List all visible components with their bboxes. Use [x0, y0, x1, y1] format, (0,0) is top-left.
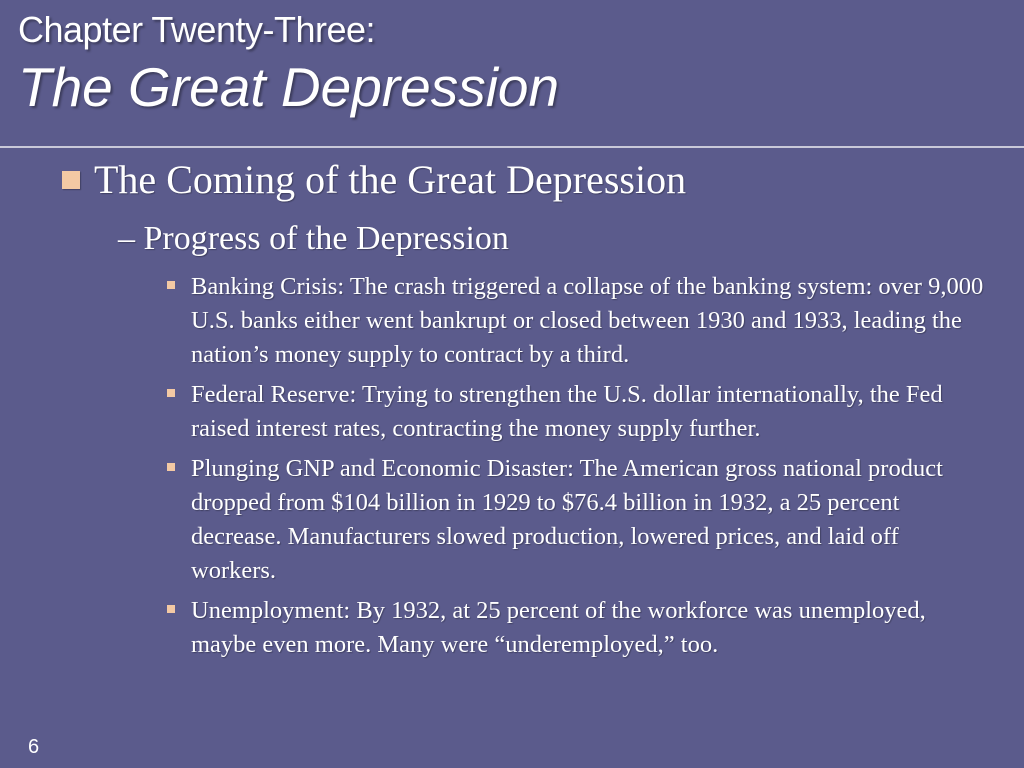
small-square-bullet-icon: [167, 389, 175, 397]
chapter-label: Chapter Twenty-Three:: [18, 9, 376, 50]
bullet-text: Banking Crisis: The crash triggered a collapse of the banking system: over 9,000 U.S. banks either went bankrupt or closed between 1930 and 1933, leading the nation’s money supply to contract by a third.: [191, 273, 984, 368]
title-block: [18, 8, 559, 118]
small-square-bullet-icon: [167, 281, 175, 289]
page-number: 6: [28, 736, 40, 758]
bullet-text: Unemployment: By 1932, at 25 percent of the workforce was unemployed, maybe even more. Many were “underemployed,” too.: [191, 597, 926, 658]
list-item: [165, 270, 985, 372]
square-bullet-icon: [62, 171, 80, 189]
list-item: [165, 378, 985, 446]
small-square-bullet-icon: [167, 605, 175, 613]
heading-text: The Coming of the Great Depression: [94, 157, 687, 202]
small-square-bullet-icon: [167, 463, 175, 471]
list-item: [165, 594, 985, 662]
bullet-text: Federal Reserve: Trying to strengthen the U.S. dollar internationally, the Fed raised interest rates, contracting the money supply further.: [191, 381, 943, 442]
list-item: [165, 452, 985, 588]
heading-bullet: [62, 156, 686, 204]
slide-title: The Great Depression: [18, 56, 560, 118]
subheading: – Progress of the Depression: [118, 220, 509, 257]
bullet-text: Plunging GNP and Economic Disaster: The American gross national product dropped from $104 billion in 1929 to $76.4 billion in 1932, a 25 percent decrease. Manufacturers slowed production, lowered prices, and laid off workers.: [191, 455, 943, 584]
bullet-list: [165, 270, 985, 668]
title-divider: [0, 146, 1024, 148]
